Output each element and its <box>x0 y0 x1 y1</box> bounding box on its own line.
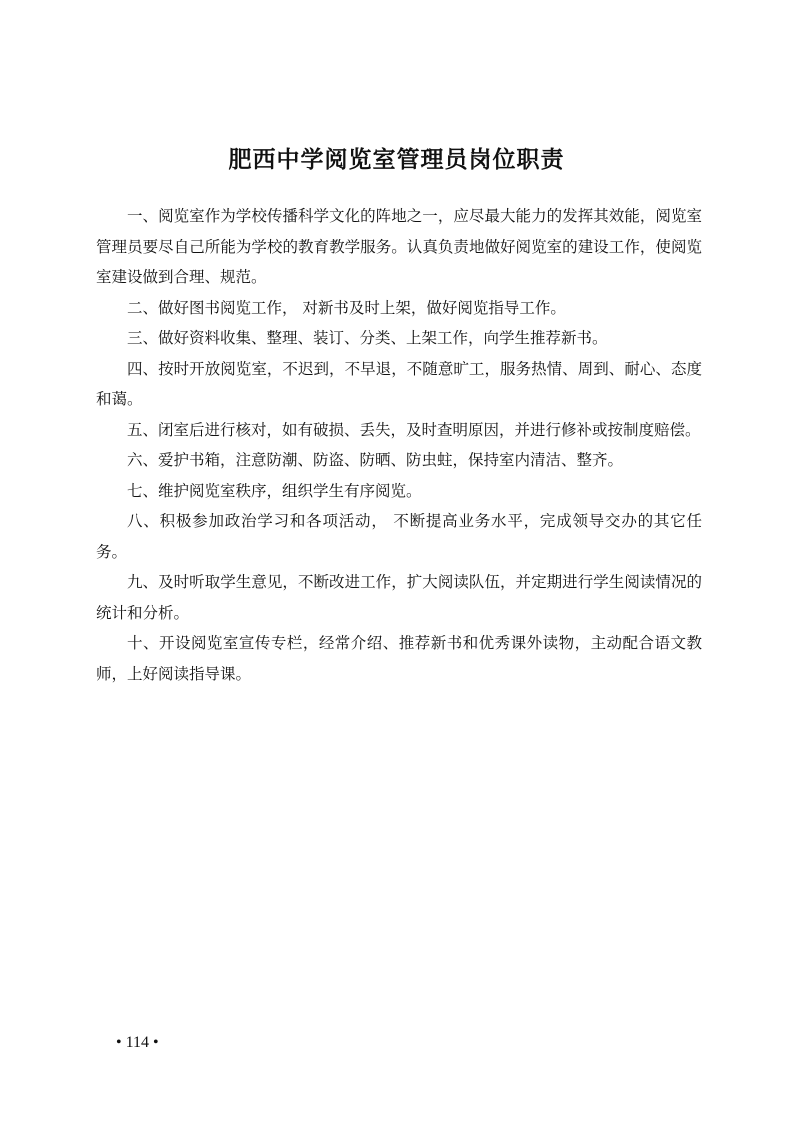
paragraph-8: 八、积极参加政治学习和各项活动， 不断提高业务水平，完成领导交办的其它任务。 <box>96 512 702 561</box>
paragraph-5: 五、闭室后进行核对，如有破损、丢失，及时查明原因，并进行修补或按制度赔偿。 <box>127 420 701 439</box>
document-title: 肥西中学阅览室管理员岗位职责 <box>228 147 565 173</box>
paragraph-2: 二、做好图书阅览工作， 对新书及时上架，做好阅览指导工作。 <box>127 298 566 317</box>
page-number: • 114 • <box>116 1034 159 1051</box>
paragraph-6: 六、爱护书箱，注意防潮、防盗、防晒、防虫蛀，保持室内清洁、整齐。 <box>127 451 624 469</box>
paragraph-1: 一、阅览室作为学校传播科学文化的阵地之一，应尽最大能力的发挥其效能，阅览室管理员要尽自己所能为学校的教育教学服务。认真负责地做好阅览室的建设工作，使阅览室建设做到合理、规范。 <box>96 207 702 286</box>
paragraph-3: 三、做好资料收集、整理、装订、分类、上架工作，向学生推荐新书。 <box>127 329 608 347</box>
paragraph-4: 四、按时开放阅览室，不迟到，不早退，不随意旷工，服务热情、周到、耐心、态度和蔼。 <box>96 359 702 408</box>
document-body <box>96 201 702 689</box>
paragraph-9: 九、及时听取学生意见，不断改进工作，扩大阅读队伍，并定期进行学生阅读情况的统计和分析。 <box>96 573 702 622</box>
paragraph-10: 十、开设阅览室宣传专栏，经常介绍、推荐新书和优秀课外读物，主动配合语文教师，上好阅读指导课。 <box>96 634 702 683</box>
paragraph-7: 七、维护阅览室秩序，组织学生有序阅览。 <box>127 481 422 500</box>
